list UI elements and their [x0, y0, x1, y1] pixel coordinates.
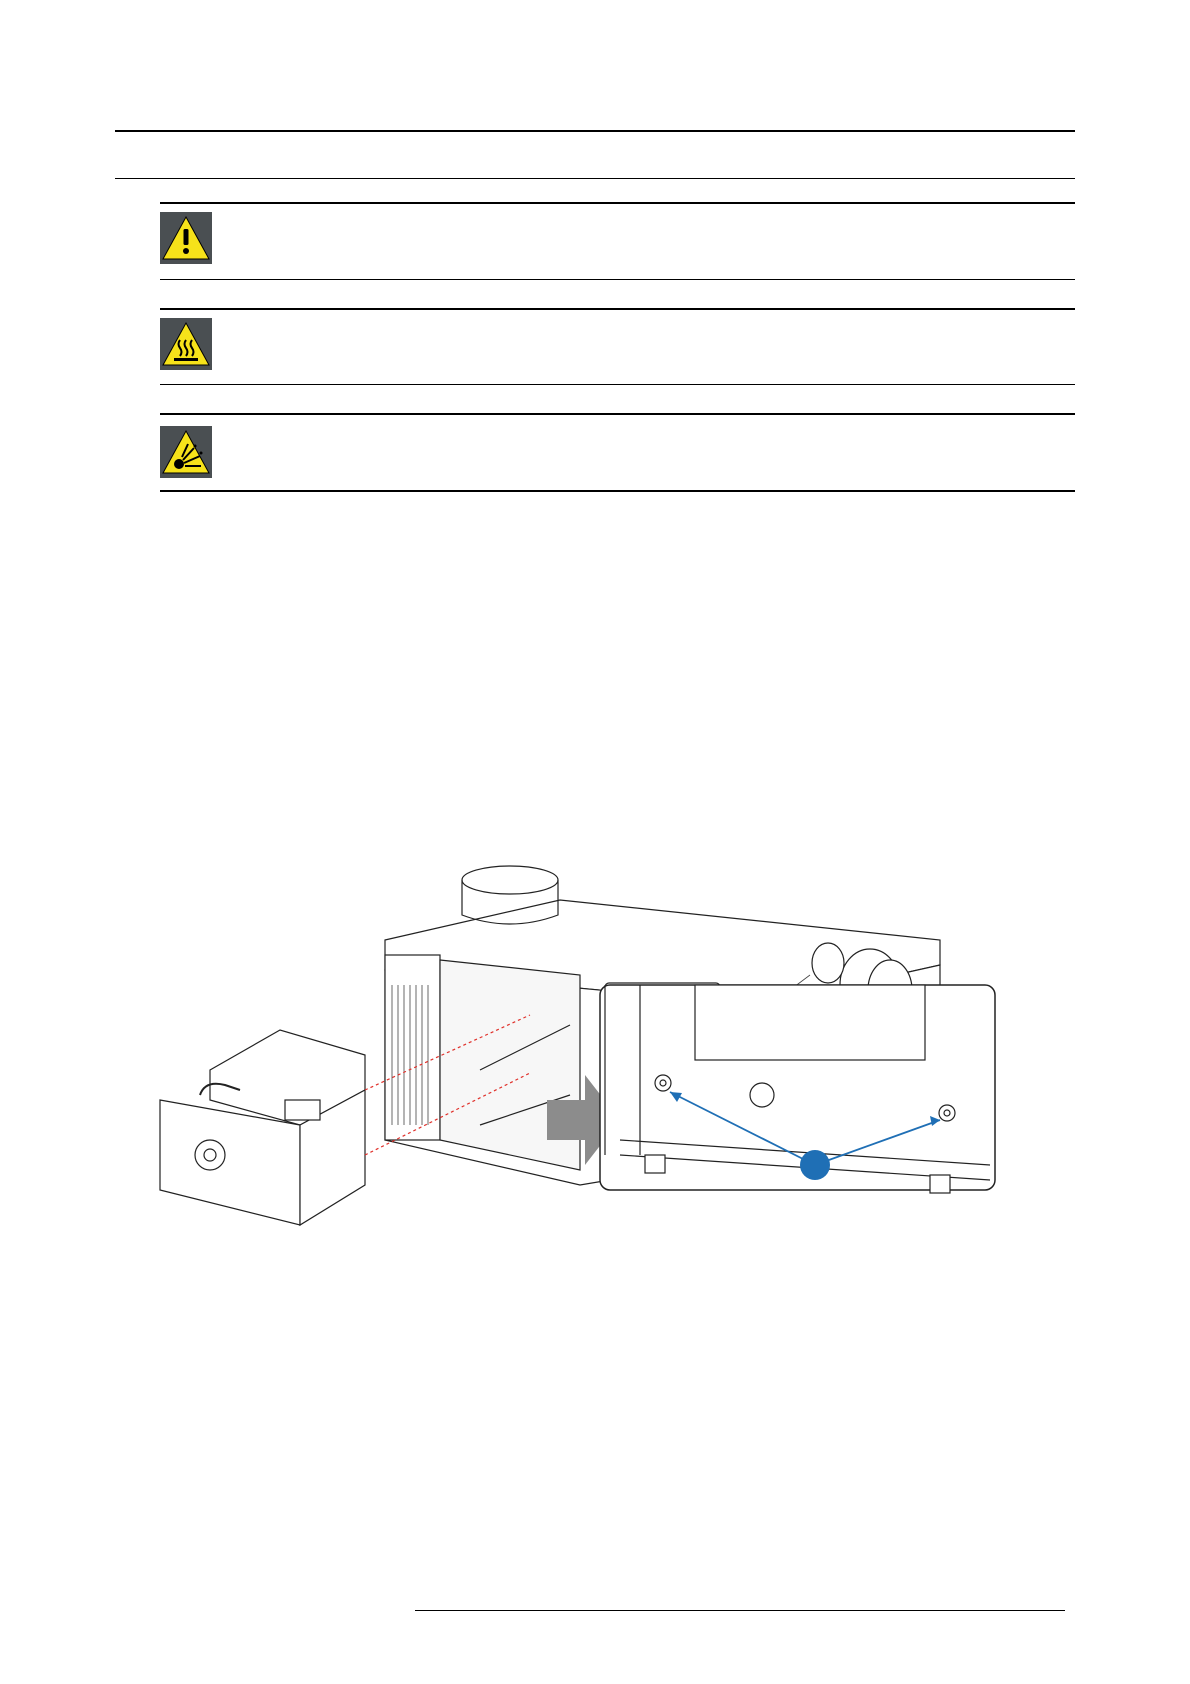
warning-3-top-rule: [160, 413, 1075, 415]
general-warning-icon: [160, 212, 212, 264]
callout-label: [800, 1245, 830, 1275]
warning-1-top-rule: [160, 202, 1075, 204]
explosion-hazard-icon: [160, 426, 212, 478]
warning-3-bottom-rule: [160, 490, 1075, 492]
warning-2-bottom-rule: [160, 384, 1075, 385]
hot-surface-icon: [160, 318, 212, 370]
projector-light-source-illustration: [150, 855, 1070, 1295]
header-rule-top: [115, 130, 1075, 132]
warning-2-top-rule: [160, 308, 1075, 310]
header-rule-bottom: [115, 178, 1075, 179]
footer-rule: [415, 1610, 1065, 1611]
light-source-module: [160, 1030, 365, 1225]
detail-inset: [600, 985, 995, 1193]
warning-1-bottom-rule: [160, 279, 1075, 280]
